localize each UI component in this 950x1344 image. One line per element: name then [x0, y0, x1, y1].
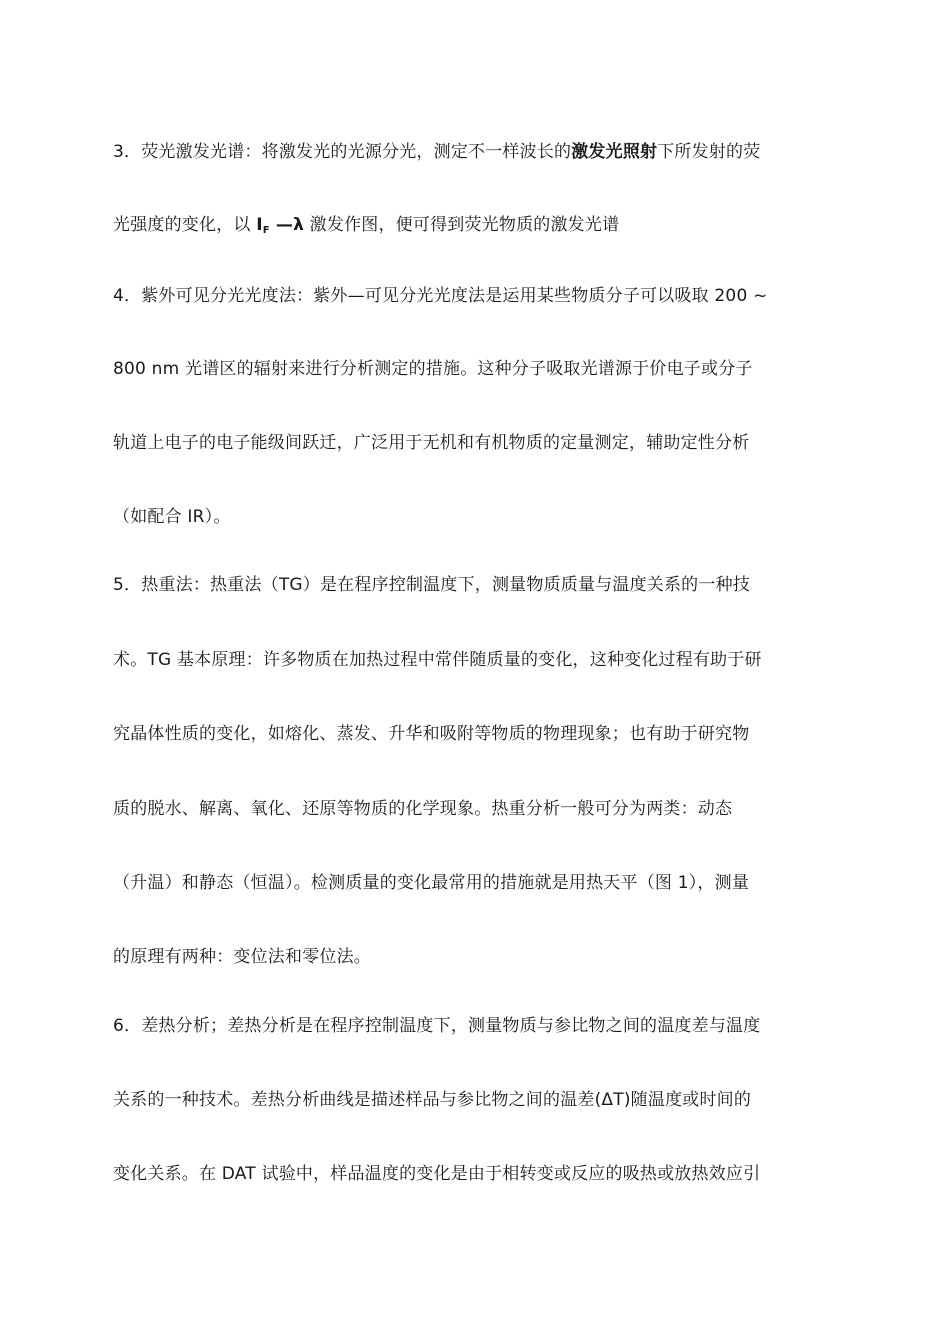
- s4-line-2: 800 nm 光谱区的辐射来进行分析测定的措施。这种分子吸取光谱源于价电子或分子: [113, 359, 753, 379]
- s4-line-3: 轨道上电子的电子能级间跃迁，广泛用于无机和有机物质的定量测定，辅助定性分析: [113, 433, 750, 453]
- s6-line-1: 6．差热分析；差热分析是在程序控制温度下，测量物质与参比物之间的温度差与温度: [113, 1016, 761, 1036]
- s5-line-5: （升温）和静态（恒温）。检测质量的变化最常用的措施就是用热天平（图 1），测量: [113, 873, 750, 893]
- s4-line-1: 4．紫外可见分光光度法：紫外—可见分光光度法是运用某些物质分子可以吸取 200 ~: [113, 286, 768, 306]
- s6-line-3: 变化关系。在 DAT 试验中，样品温度的变化是由于相转变或反应的吸热或放热效应引: [113, 1164, 761, 1184]
- s5-line-1: 5．热重法：热重法（TG）是在程序控制温度下，测量物质质量与温度关系的一种技: [113, 575, 750, 595]
- s3-line-2-text-b: 激发作图，便可得到荧光物质的激发光谱: [304, 215, 620, 235]
- s3-formula-lambda: —λ: [269, 215, 305, 235]
- s6-line-2: 关系的一种技术。差热分析曲线是描述样品与参比物之间的温差(ΔT)随温度或时间的: [113, 1090, 752, 1110]
- s3-line-2: [113, 213, 843, 243]
- s5-line-3: 究晶体性质的变化，如熔化、蒸发、升华和吸附等物质的物理现象；也有助于研究物: [113, 724, 750, 744]
- s3-line-1-text-b: 下所发射的荧: [657, 142, 761, 162]
- s3-line-2-text-a: 光强度的变化，以: [113, 215, 257, 235]
- s4-line-4: （如配合 IR）。: [113, 507, 231, 527]
- s5-line-4: 质的脱水、解离、氧化、还原等物质的化学现象。热重分析一般可分为两类：动态: [113, 799, 733, 819]
- s3-line-1: [113, 140, 843, 164]
- s3-line-1-text-a: 3．荧光激发光谱：将激发光的光源分光，测定不一样波长的: [113, 142, 572, 162]
- s5-line-2: 术。TG 基本原理：许多物质在加热过程中常伴随质量的变化，这种变化过程有助于研: [113, 650, 762, 670]
- s5-line-6: 的原理有两种：变位法和零位法。: [113, 947, 371, 967]
- s3-formula-i: I: [256, 215, 263, 235]
- s3-formula-subscript: F: [262, 225, 270, 236]
- s3-line-1-bold-term: 激发光照射: [571, 142, 658, 162]
